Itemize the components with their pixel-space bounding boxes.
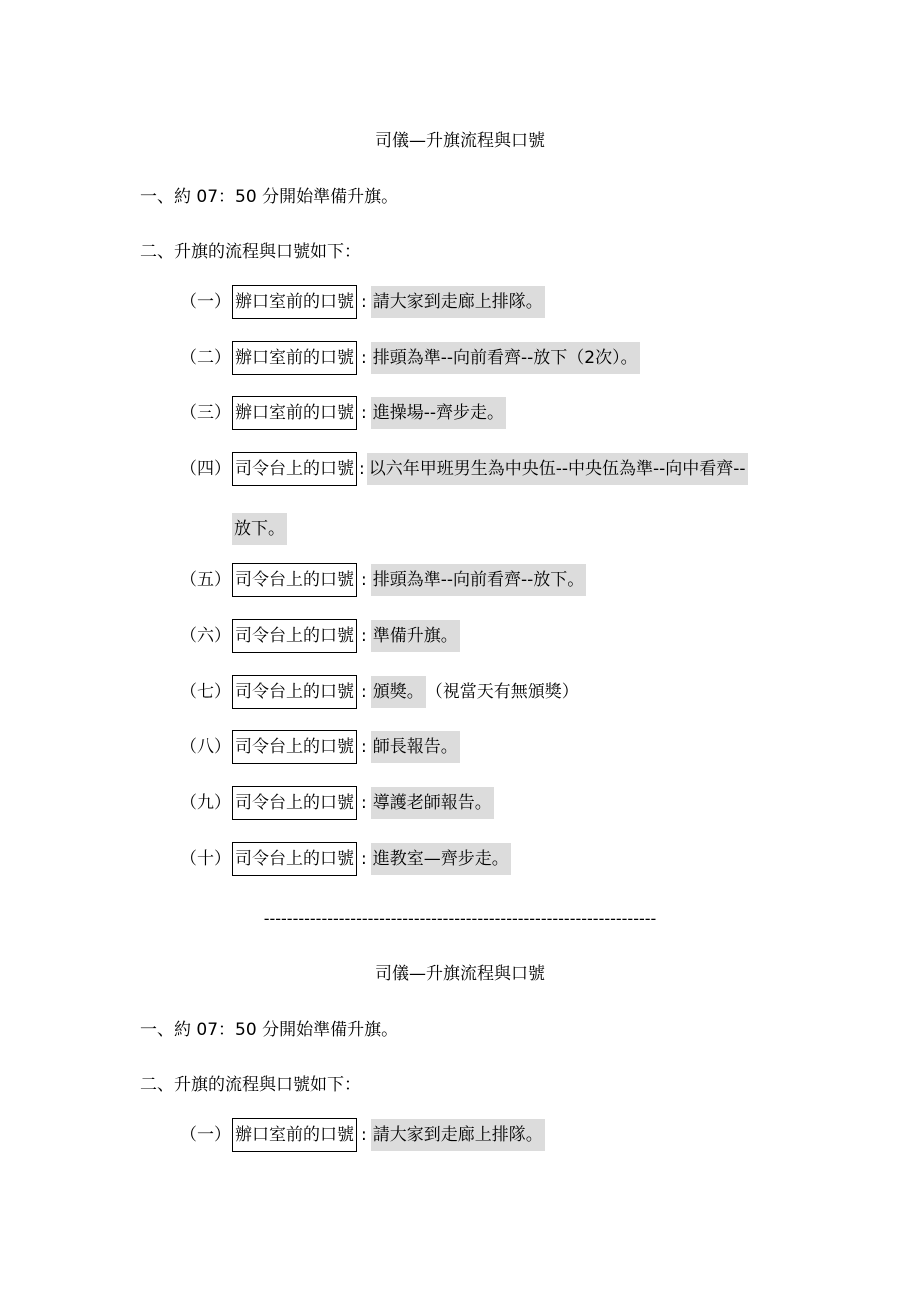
section-1: 一、約 07：50 分開始準備升旗。 bbox=[140, 187, 399, 207]
item-number: （一） bbox=[180, 292, 231, 312]
item-text: 準備升旗。 bbox=[371, 620, 460, 652]
item-text: 請大家到走廊上排隊。 bbox=[371, 1119, 545, 1151]
list-item: （六） 司令台上的口號 : 準備升旗。 bbox=[180, 619, 460, 653]
list-item: （九） 司令台上的口號 : 導護老師報告。 bbox=[180, 786, 494, 820]
item-number: （八） bbox=[180, 737, 231, 757]
list-item: （二） 辦口室前的口號 : 排頭為準--向前看齊--放下（2次）。 bbox=[180, 341, 640, 375]
list-item: （四） 司令台上的口號 : 以六年甲班男生為中央伍--中央伍為準--向中看齊-- bbox=[180, 452, 748, 486]
item-number: （六） bbox=[180, 626, 231, 646]
list-item: （三） 辦口室前的口號 : 進操場--齊步走。 bbox=[180, 396, 506, 430]
item-note: （視當天有無頒獎） bbox=[425, 682, 579, 702]
item-number: （七） bbox=[180, 682, 231, 702]
separator: -------------------------------------------------------------------- bbox=[263, 909, 657, 928]
page-title-repeat: 司儀—升旗流程與口號 bbox=[375, 964, 545, 984]
item-label: 司令台上的口號 bbox=[232, 452, 357, 486]
item-text: 進操場--齊步走。 bbox=[371, 397, 506, 429]
list-item: （五） 司令台上的口號 : 排頭為準--向前看齊--放下。 bbox=[180, 563, 586, 597]
item-number: （三） bbox=[180, 403, 231, 423]
section-2: 二、升旗的流程與口號如下： bbox=[140, 242, 361, 262]
item-label: 司令台上的口號 bbox=[232, 675, 357, 709]
item-label: 辦口室前的口號 bbox=[232, 396, 357, 430]
item-number: （五） bbox=[180, 570, 231, 590]
item-text: 頒獎。 bbox=[371, 676, 426, 708]
item-text: 進教室—齊步走。 bbox=[371, 843, 511, 875]
item-text: 導護老師報告。 bbox=[371, 787, 494, 819]
list-item: （一） 辦口室前的口號 : 請大家到走廊上排隊。 bbox=[180, 285, 545, 319]
item-number: （四） bbox=[180, 459, 231, 479]
list-item: （八） 司令台上的口號 : 師長報告。 bbox=[180, 730, 460, 764]
item-label: 司令台上的口號 bbox=[232, 786, 357, 820]
item-text: 師長報告。 bbox=[371, 731, 460, 763]
item-label: 司令台上的口號 bbox=[232, 563, 357, 597]
item-label: 辦口室前的口號 bbox=[232, 1118, 357, 1152]
section-2-repeat: 二、升旗的流程與口號如下： bbox=[140, 1075, 361, 1095]
item-text: 排頭為準--向前看齊--放下。 bbox=[371, 564, 587, 596]
item-continuation bbox=[232, 518, 287, 540]
item-label: 司令台上的口號 bbox=[232, 619, 357, 653]
section-1-repeat: 一、約 07：50 分開始準備升旗。 bbox=[140, 1020, 399, 1040]
item-number: （十） bbox=[180, 849, 231, 869]
item-label: 辦口室前的口號 bbox=[232, 285, 357, 319]
item-label: 辦口室前的口號 bbox=[232, 341, 357, 375]
item-label: 司令台上的口號 bbox=[232, 842, 357, 876]
item-text: 以六年甲班男生為中央伍--中央伍為準--向中看齊-- bbox=[367, 453, 748, 485]
page-title: 司儀—升旗流程與口號 bbox=[375, 131, 545, 151]
item-text-continued: 放下。 bbox=[232, 513, 287, 545]
item-text: 排頭為準--向前看齊--放下（2次）。 bbox=[371, 342, 640, 374]
item-number: （九） bbox=[180, 793, 231, 813]
item-number: （二） bbox=[180, 348, 231, 368]
item-number: （一） bbox=[180, 1125, 231, 1145]
list-item: （七） 司令台上的口號 : 頒獎。 （視當天有無頒獎） bbox=[180, 675, 579, 709]
list-item: （十） 司令台上的口號 : 進教室—齊步走。 bbox=[180, 842, 511, 876]
item-label: 司令台上的口號 bbox=[232, 730, 357, 764]
list-item: （一） 辦口室前的口號 : 請大家到走廊上排隊。 bbox=[180, 1118, 545, 1152]
item-text: 請大家到走廊上排隊。 bbox=[371, 286, 545, 318]
